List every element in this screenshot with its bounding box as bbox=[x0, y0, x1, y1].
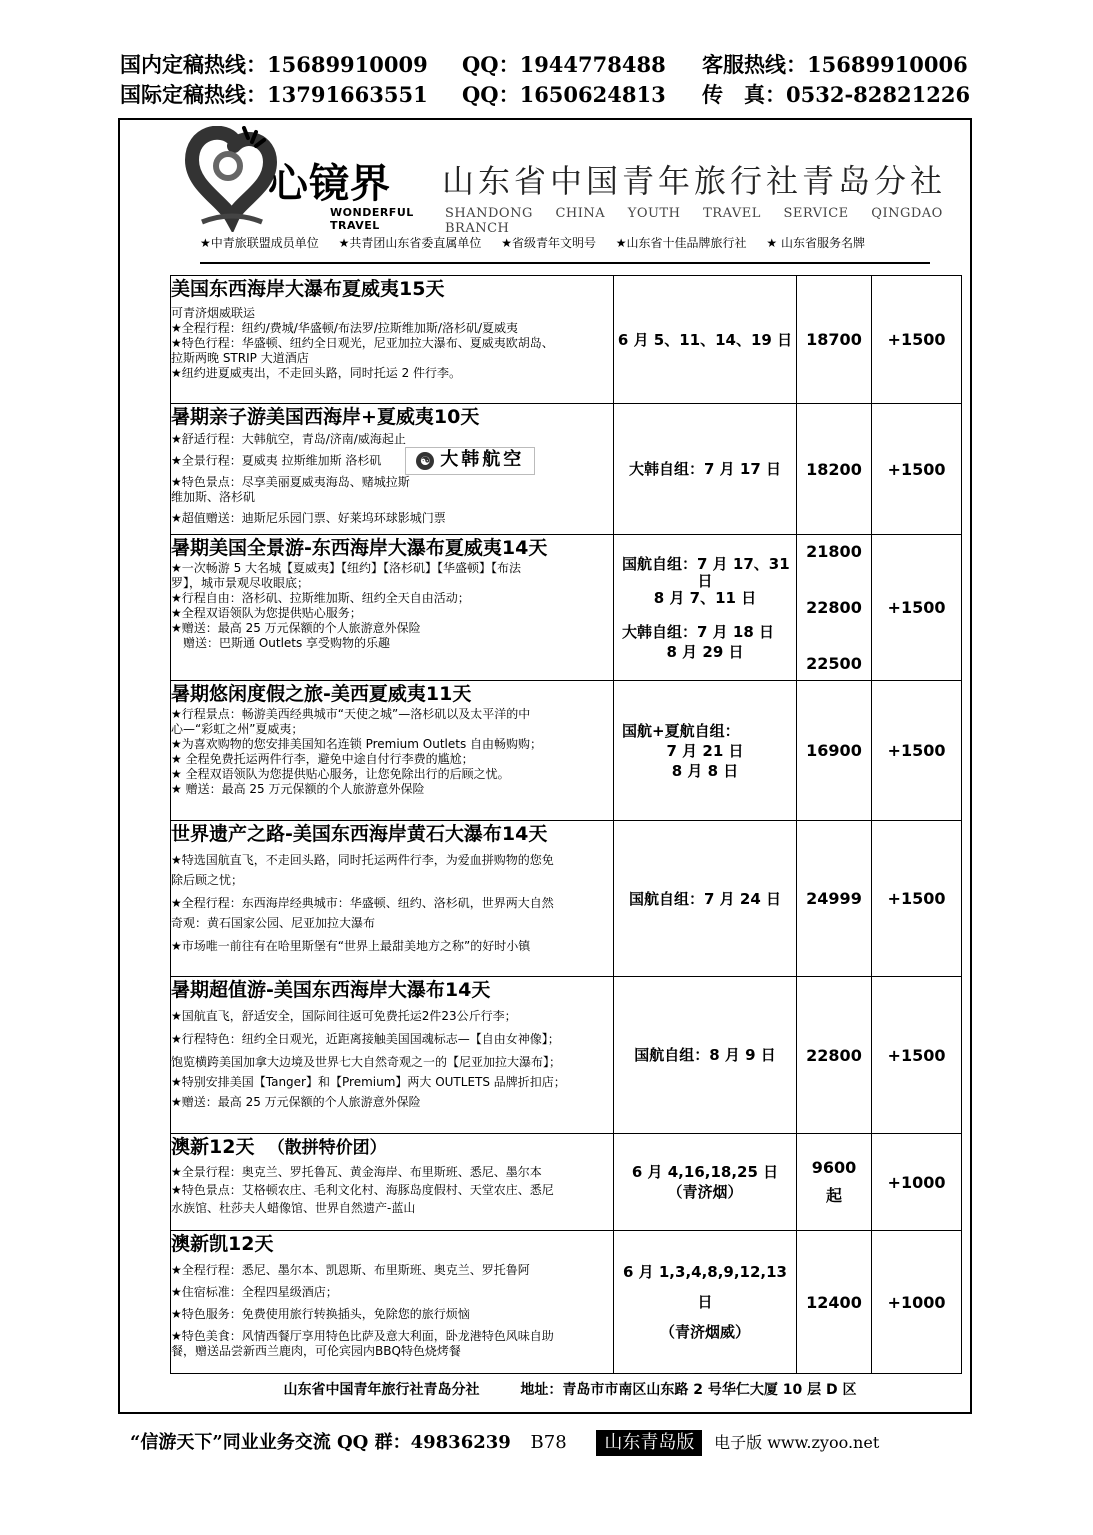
tour-surcharge: +1500 bbox=[872, 821, 962, 977]
price-value: 18200 bbox=[806, 459, 862, 479]
tour-price bbox=[797, 977, 872, 1134]
price-value: 21800 bbox=[806, 541, 862, 561]
hotline-row-2 bbox=[120, 80, 980, 110]
tour-surcharge: +1500 bbox=[872, 535, 962, 681]
korean-air-icon: ☯ bbox=[416, 452, 434, 470]
tour-surcharge: +1500 bbox=[872, 681, 962, 821]
tour-surcharge: +1000 bbox=[872, 1231, 962, 1374]
tour-dates bbox=[614, 821, 797, 977]
tour-line: ★行程自由：洛杉矶、拉斯维加斯、纽约全天自由活动； bbox=[171, 591, 470, 605]
tour-line bbox=[171, 447, 613, 475]
tour-info bbox=[171, 276, 614, 404]
heart-swirl-icon bbox=[182, 126, 278, 232]
tour-dates bbox=[614, 404, 797, 535]
service-hotline: 客服热线：15689910006 bbox=[702, 52, 968, 77]
date-line: 国航自组：7 月 24 日 bbox=[629, 889, 781, 908]
tour-title: 暑期亲子游美国西海岸+夏威夷10天 bbox=[171, 406, 480, 428]
honor-item: ★山东省十佳品牌旅行社 bbox=[615, 236, 747, 250]
tour-line: 饱览横跨美国加拿大边境及世界七大自然奇观之一的【尼亚加拉大瀑布】； bbox=[171, 1055, 562, 1069]
tour-line: 水族馆、杜莎夫人蜡像馆、世界自然遗产-蓝山 bbox=[171, 1201, 416, 1215]
tour-info bbox=[171, 977, 614, 1134]
tour-line: ★赠送：最高 25 万元保额的个人旅游意外保险 bbox=[171, 621, 421, 635]
tour-dates bbox=[614, 276, 797, 404]
tour-line: ★特色景点：尽享美丽夏威夷海岛、赌城拉斯 bbox=[171, 475, 410, 489]
tour-price bbox=[797, 276, 872, 404]
price-value: 16900 bbox=[806, 741, 862, 760]
domestic-qq: QQ：1944778488 bbox=[462, 52, 666, 77]
address-org: 山东省中国青年旅行社青岛分社 bbox=[283, 1382, 480, 1398]
tour-line: ★住宿标准：全程四星级酒店； bbox=[171, 1285, 338, 1299]
tour-price bbox=[797, 681, 872, 821]
tour-line: 赠送：巴斯通 Outlets 享受购物的乐趣 bbox=[171, 636, 391, 650]
date-line: 国航自组：8 月 9 日 bbox=[634, 1046, 776, 1064]
tour-line: ★特色行程：华盛顿、纽约全日观光，尼亚加拉大瀑布、夏威夷欧胡岛、 bbox=[171, 336, 554, 350]
date-line: 大韩自组：7 月 18 日 bbox=[622, 622, 774, 641]
tour-surcharge: +1500 bbox=[872, 276, 962, 404]
tour-line: ★市场唯一前往有在哈里斯堡有“世界上最甜美地方之称”的好时小镇 bbox=[171, 939, 531, 953]
tour-line: 餐，赠送品尝新西兰鹿肉，可伦宾园内BBQ特色烧烤餐 bbox=[171, 1344, 461, 1358]
tour-surcharge: +1500 bbox=[872, 404, 962, 535]
tour-row bbox=[171, 276, 962, 404]
tour-line: ★全景行程：奥克兰、罗托鲁瓦、黄金海岸、布里斯班、悉尼、墨尔本 bbox=[171, 1165, 542, 1179]
international-qq: QQ：1650624813 bbox=[462, 82, 666, 107]
tour-line: ★赠送：最高 25 万元保额的个人旅游意外保险 bbox=[171, 1095, 421, 1109]
tour-line: ★全程行程：悉尼、墨尔本、凯恩斯、布里斯班、奥克兰、罗托鲁阿 bbox=[171, 1263, 530, 1277]
tour-title: 美国东西海岸大瀑布夏威夷15天 bbox=[171, 278, 445, 300]
tour-line: ★特色服务：免费使用旅行转换插头，免除您的旅行烦恼 bbox=[171, 1307, 470, 1321]
tour-row bbox=[171, 681, 962, 821]
honor-item: ★共青团山东省委直属单位 bbox=[338, 236, 482, 250]
date-line: 6 月 5、11、14、19 日 bbox=[617, 330, 793, 349]
date-line: 国航+夏航自组： bbox=[622, 721, 740, 740]
date-line: 日 bbox=[697, 571, 713, 590]
tour-row bbox=[171, 535, 962, 681]
tour-info bbox=[171, 1134, 614, 1231]
honor-item: ★省级青年文明号 bbox=[501, 236, 596, 250]
airline-name: 大韩航空 bbox=[440, 449, 525, 470]
tour-line: ★ 全程双语领队为您提供贴心服务，让您免除出行的后顾之忧。 bbox=[171, 767, 510, 781]
date-line: 国航自组：7 月 17、31 bbox=[622, 554, 790, 573]
qq-group: “信游天下”同业业务交流 QQ 群：49836239 bbox=[130, 1432, 511, 1453]
tour-dates bbox=[614, 1231, 797, 1374]
tour-surcharge: +1500 bbox=[872, 977, 962, 1134]
price-value: 起 bbox=[825, 1186, 842, 1205]
price-value: 9600 bbox=[811, 1158, 857, 1177]
international-hotline: 国际定稿热线：13791663551 bbox=[120, 82, 428, 107]
tour-line: ★行程特色：纽约全日观光，近距离接触美国国魂标志—【自由女神像】； bbox=[171, 1032, 560, 1046]
logo bbox=[182, 126, 414, 232]
address-text: 地址：青岛市市南区山东路 2 号华仁大厦 10 层 D 区 bbox=[520, 1382, 857, 1398]
tour-line-text: ★全景行程：夏威夷 拉斯维加斯 洛杉矶 bbox=[171, 453, 382, 468]
tour-dates bbox=[614, 1134, 797, 1231]
tour-price bbox=[797, 1134, 872, 1231]
tour-line: ★全程行程：纽约/费城/华盛顿/布法罗/拉斯维加斯/洛杉矶/夏威夷 bbox=[171, 321, 519, 335]
tour-line: ★国航直飞，舒适安全，国际间往返可免费托运2件23公斤行李； bbox=[171, 1009, 517, 1023]
tour-surcharge: +1000 bbox=[872, 1134, 962, 1231]
agency-name-en: SHANDONG CHINA YOUTH TRAVEL SERVICE QINGDAO BRANCH bbox=[445, 206, 943, 236]
price-value: 24999 bbox=[806, 889, 862, 908]
tour-line: ★行程景点：畅游美西经典城市“天使之城”—洛杉矶以及太平洋的中 bbox=[171, 707, 531, 721]
page-footer bbox=[130, 1428, 980, 1458]
brand-name-cn: 心镜界 bbox=[268, 161, 391, 207]
tour-row bbox=[171, 821, 962, 977]
tour-info bbox=[171, 404, 614, 535]
tour-line: ★特色景点：艾格顿农庄、毛利文化村、海豚岛度假村、天堂农庄、悉尼 bbox=[171, 1183, 554, 1197]
tour-row bbox=[171, 977, 962, 1134]
tour-line: 罗】，城市景观尽收眼底； bbox=[171, 576, 310, 590]
tour-line: 除后顾之忧； bbox=[171, 873, 244, 887]
price-stack bbox=[797, 542, 871, 674]
tour-info bbox=[171, 821, 614, 977]
website[interactable]: 电子版 www.zyoo.net bbox=[714, 1433, 880, 1452]
tour-line: ★ 赠送：最高 25 万元保额的个人旅游意外保险 bbox=[171, 782, 425, 796]
tour-info bbox=[171, 681, 614, 821]
header-divider bbox=[200, 262, 930, 264]
date-line: 6 月 4,16,18,25 日 bbox=[631, 1163, 779, 1181]
tour-line: ★舒适行程：大韩航空，青岛/济南/威海起止 bbox=[171, 432, 406, 446]
tour-title bbox=[171, 1134, 613, 1161]
price-value: 22500 bbox=[806, 653, 862, 673]
date-line: 8 月 7、11 日 bbox=[653, 588, 757, 607]
edition-badge: 山东青岛版 bbox=[596, 1430, 702, 1456]
tour-row bbox=[171, 1231, 962, 1374]
tour-line: ★一次畅游 5 大名城【夏威夷】【纽约】【洛杉矶】【华盛顿】【布法 bbox=[171, 561, 522, 575]
tour-line: 心—“彩虹之州”夏威夷； bbox=[171, 722, 304, 736]
hotline-block bbox=[120, 50, 980, 110]
page-code: B78 bbox=[530, 1432, 567, 1453]
date-line: （青济烟威） bbox=[659, 1323, 750, 1341]
airline-badge bbox=[405, 447, 535, 475]
honor-item: ★ 山东省服务名牌 bbox=[766, 236, 865, 250]
tour-line: ★全程行程：东西海岸经典城市：华盛顿、纽约、洛杉矶，世界两大自然 bbox=[171, 896, 554, 910]
tour-price bbox=[797, 821, 872, 977]
tour-info bbox=[171, 1231, 614, 1374]
honor-list bbox=[200, 234, 881, 251]
price-value: 22800 bbox=[806, 597, 862, 617]
tour-line: ★特别安排美国【Tanger】和【Premium】两大 OUTLETS 品牌折扣店； bbox=[171, 1075, 566, 1089]
tour-price bbox=[797, 535, 872, 681]
tour-line: ★特色美食：风情西餐厅享用特色比萨及意大利面，卧龙港特色风味自助 bbox=[171, 1329, 554, 1343]
tour-price bbox=[797, 1231, 872, 1374]
date-line bbox=[614, 608, 796, 622]
ad-frame bbox=[118, 118, 972, 1414]
tour-line: 拉斯两晚 STRIP 大道酒店 bbox=[171, 351, 309, 365]
tour-title: 暑期美国全景游-东西海岸大瀑布夏威夷14天 bbox=[171, 537, 548, 559]
tour-title: 暑期悠闲度假之旅-美西夏威夷11天 bbox=[171, 683, 472, 705]
date-line: 8 月 8 日 bbox=[671, 761, 739, 780]
price-value: 22800 bbox=[806, 1045, 862, 1065]
tour-title: 世界遗产之路-美国东西海岸黄石大瀑布14天 bbox=[171, 823, 548, 845]
tour-line: 可青济烟威联运 bbox=[171, 306, 256, 320]
tour-dates bbox=[614, 977, 797, 1134]
tour-title: 澳新凯12天 bbox=[171, 1233, 274, 1255]
address-bar bbox=[170, 1372, 970, 1408]
tour-line: ★纽约进夏威夷出，不走回头路，同时托运 2 件行李。 bbox=[171, 366, 462, 380]
fax-number: 传 真：0532-82821226 bbox=[702, 82, 971, 107]
tour-line: 维加斯、洛杉矶 bbox=[171, 490, 256, 504]
agency-header bbox=[120, 120, 970, 272]
tour-line: ★特选国航直飞，不走回头路，同时托运两件行李，为爱血拼购物的您免 bbox=[171, 853, 554, 867]
tour-title-text: 澳新12天 bbox=[171, 1136, 255, 1158]
price-value: 12400 bbox=[806, 1292, 862, 1312]
tour-row bbox=[171, 404, 962, 535]
tour-subtitle: （散拼特价团） bbox=[267, 1138, 387, 1158]
tour-table bbox=[170, 275, 962, 1374]
honor-item: ★中青旅联盟成员单位 bbox=[200, 236, 319, 250]
date-line: 7 月 21 日 bbox=[666, 741, 744, 760]
tour-dates bbox=[614, 681, 797, 821]
tour-line: ★ 全程免费托运两件行李，避免中途自付行李费的尴尬； bbox=[171, 752, 474, 766]
domestic-hotline: 国内定稿热线：15689910009 bbox=[120, 52, 428, 77]
hotline-row-1 bbox=[120, 50, 980, 80]
tour-line: ★全程双语领队为您提供贴心服务； bbox=[171, 606, 362, 620]
tour-row bbox=[171, 1134, 962, 1231]
date-line: （青济烟） bbox=[667, 1183, 743, 1201]
tour-line: ★为喜欢购物的您安排美国知名连锁 Premium Outlets 自由畅购购； bbox=[171, 737, 543, 751]
date-line: 大韩自组：7 月 17 日 bbox=[629, 460, 781, 478]
tour-title: 暑期超值游-美国东西海岸大瀑布14天 bbox=[171, 979, 491, 1001]
tour-line: 奇观：黄石国家公园、尼亚加拉大瀑布 bbox=[171, 916, 376, 930]
tour-line: ★超值赠送：迪斯尼乐园门票、好莱坞环球影城门票 bbox=[171, 511, 446, 525]
date-line: 6 月 1,3,4,8,9,12,13 日 bbox=[622, 1263, 787, 1311]
tour-price bbox=[797, 404, 872, 535]
brand-name-en: WONDERFUL TRAVEL bbox=[330, 206, 414, 232]
price-value: 18700 bbox=[806, 330, 862, 349]
tour-info bbox=[171, 535, 614, 681]
tour-dates bbox=[614, 535, 797, 681]
date-line: 8 月 29 日 bbox=[666, 642, 744, 661]
agency-name-cn: 山东省中国青年旅行社青岛分社 bbox=[442, 162, 947, 200]
